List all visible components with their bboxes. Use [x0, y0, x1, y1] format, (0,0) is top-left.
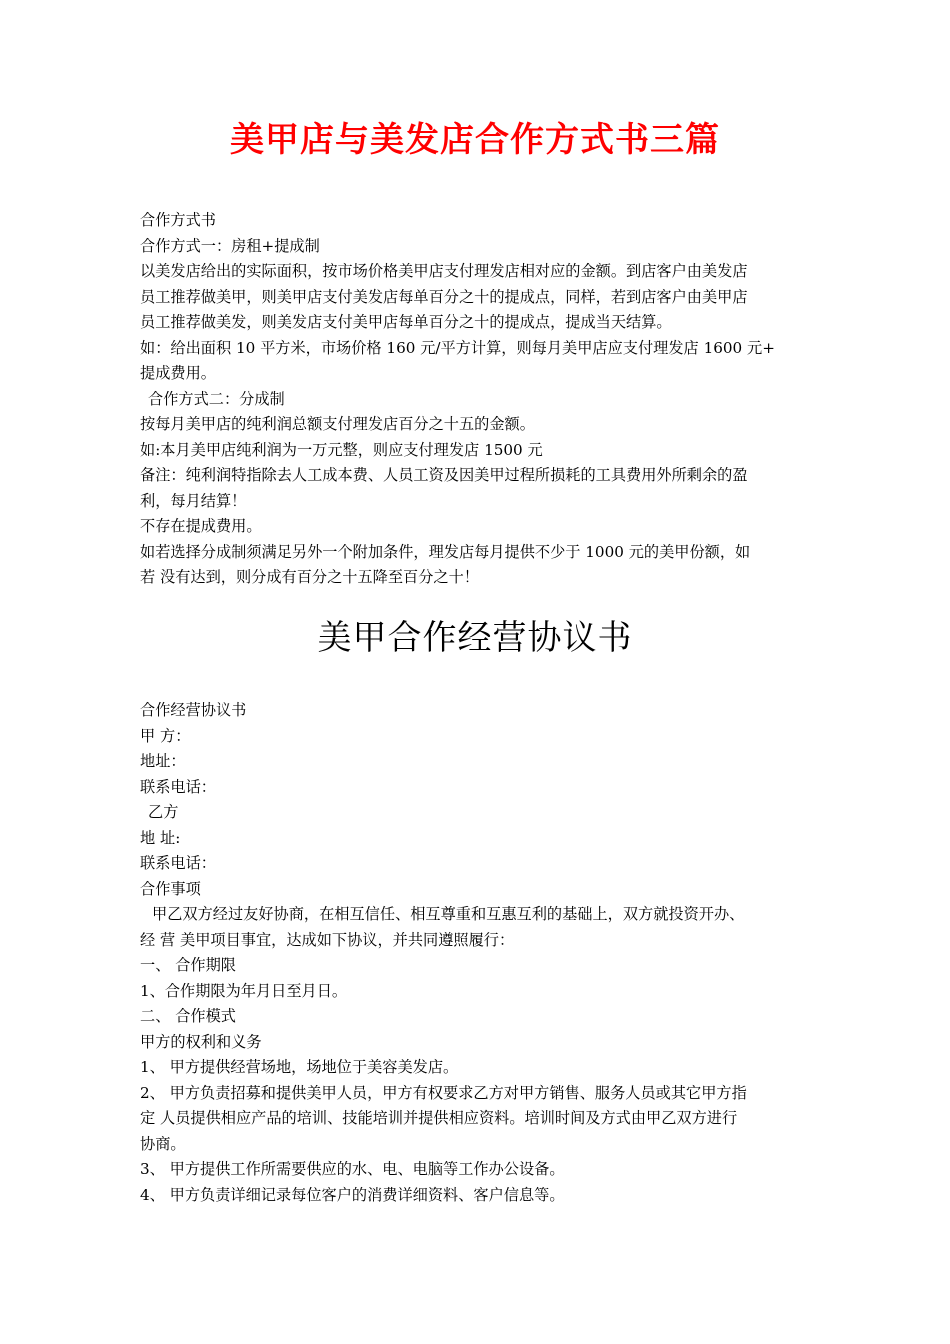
- text-line: 甲方的权利和义务: [140, 1032, 262, 1051]
- text-line: 合作事项: [140, 879, 201, 898]
- text-line: 不存在提成费用。: [140, 517, 262, 535]
- text-line: 若 没有达到，则分成有百分之十五降至百分之十！: [140, 568, 479, 586]
- text-line: 合作方式一：房租+提成制: [140, 236, 320, 255]
- text-line: 联系电话：: [140, 854, 216, 872]
- text-line: 合作方式书: [140, 211, 216, 229]
- text-line: 协商。: [140, 1134, 186, 1153]
- text-line: 4、 甲方负责详细记录每位客户的消费详细资料、客户信息等。: [140, 1185, 565, 1204]
- text-line: 员工推荐做美发，则美发店支付美甲店每单百分之十的提成点，提成当天结算。: [140, 313, 672, 331]
- text-line: 1、 甲方提供经营场地，场地位于美容美发店。: [140, 1058, 459, 1076]
- text-line: 3、 甲方提供工作所需要供应的水、电、电脑等工作办公设备。: [140, 1160, 565, 1178]
- text-line: 二、 合作模式: [140, 1007, 236, 1025]
- text-line: 员工推荐做美甲，则美甲店支付美发店每单百分之十的提成点，同样，若到店客户由美甲店: [140, 287, 748, 306]
- text-line: 地 址:: [140, 828, 181, 847]
- text-line: 以美发店给出的实际面积，按市场价格美甲店支付理发店相对应的金额。到店客户由美发店: [140, 262, 748, 280]
- text-line: 甲 方：: [140, 726, 191, 745]
- text-line: 乙方: [148, 803, 179, 821]
- text-line: 备注：纯利润特指除去人工成本费、人员工资及因美甲过程所损耗的工具费用外所剩余的盈: [140, 466, 748, 484]
- text-line: 2、 甲方负责招募和提供美甲人员，甲方有权要求乙方对甲方销售、服务人员或其它甲方指: [140, 1083, 747, 1102]
- text-line: 如:本月美甲店纯利润为一万元整，则应支付理发店 1500 元: [140, 440, 543, 459]
- text-line: 1、合作期限为年月日至月日。: [140, 981, 348, 1000]
- text-line: 联系电话：: [140, 777, 216, 796]
- document-body-1: [140, 208, 830, 591]
- text-line: 定 人员提供相应产品的培训、技能培训并提供相应资料。培训时间及方式由甲乙双方进行: [140, 1109, 738, 1127]
- document-title-1: 美甲店与美发店合作方式书三篇: [230, 120, 720, 160]
- text-line: 如：给出面积 10 平方米，市场价格 160 元/平方计算，则每月美甲店应支付理发店 1600 元+: [140, 338, 775, 357]
- text-line: 一、 合作期限: [140, 956, 236, 974]
- text-line: 提成费用。: [140, 364, 216, 382]
- text-line: 如若选择分成制须满足另外一个附加条件，理发店每月提供不少于 1000 元的美甲份额，如: [140, 542, 751, 561]
- document-title-2: 美甲合作经营协议书: [317, 618, 633, 658]
- text-line: 按每月美甲店的纯利润总额支付理发店百分之十五的金额。: [140, 415, 535, 433]
- text-line: 合作经营协议书: [140, 701, 247, 719]
- text-line: 地址：: [140, 752, 186, 770]
- text-line: 甲乙双方经过友好协商，在相互信任、相互尊重和互惠互利的基础上，双方就投资开办、: [152, 905, 745, 923]
- text-line: 合作方式二：分成制: [148, 389, 285, 408]
- text-line: 经 营 美甲项目事宜，达成如下协议，并共同遵照履行：: [140, 930, 515, 949]
- document-body-2: [140, 698, 830, 1208]
- text-line: 利，每月结算！: [140, 491, 247, 510]
